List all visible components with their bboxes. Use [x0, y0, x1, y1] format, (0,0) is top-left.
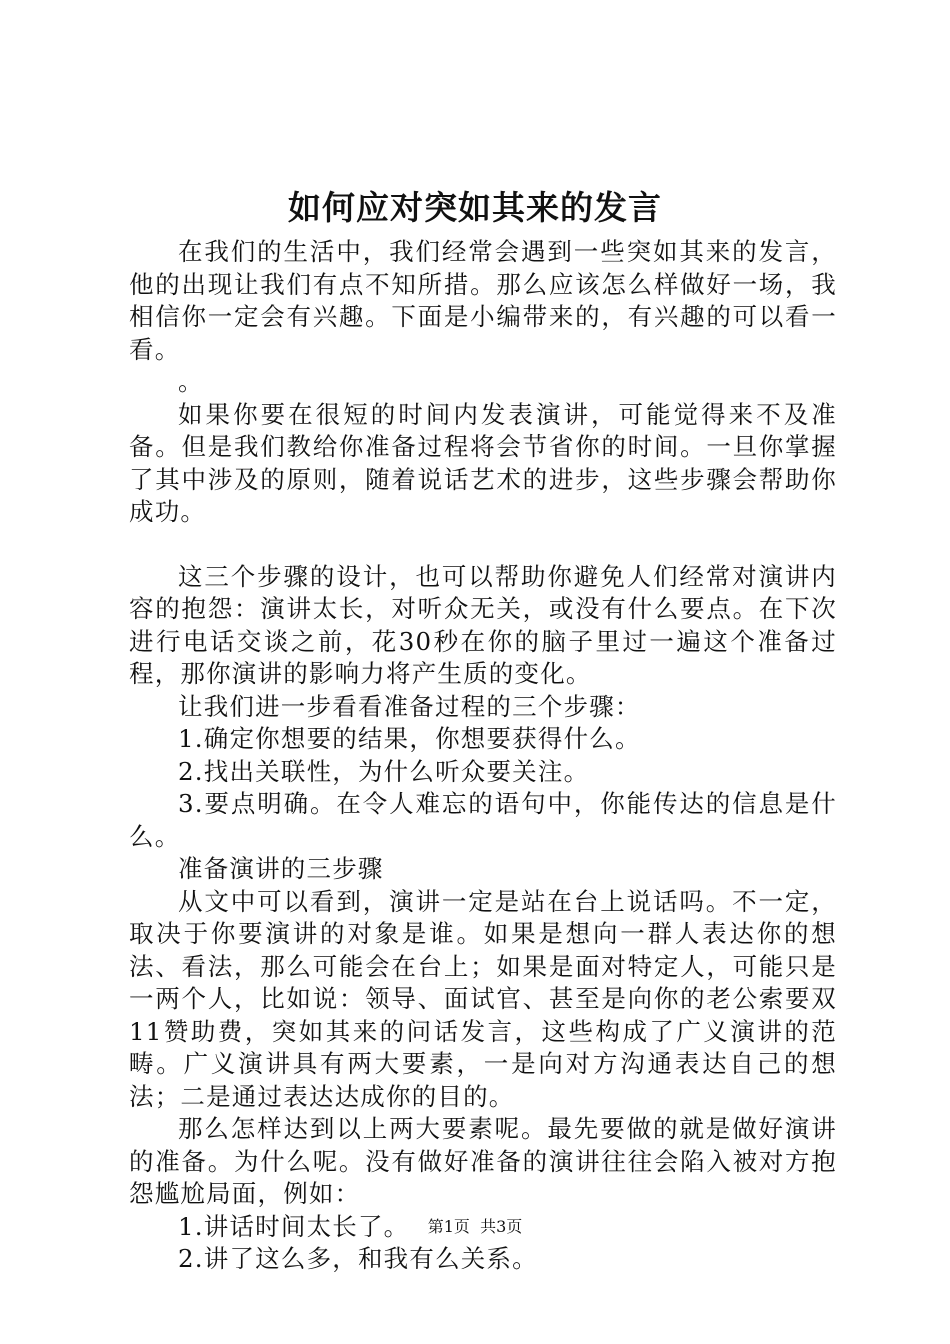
- paragraph-preparation: 如果你要在很短的时间内发表演讲，可能觉得来不及准备。但是我们教给你准备过程将会节省你的时间。一旦你掌握了其中涉及的原则，随着说话艺术的进步，这些步骤会帮助你成功。: [129, 399, 837, 526]
- list-item-complaint-1: 1.讲话时间太长了。: [178, 1211, 410, 1241]
- list-item-step-1: 1.确定你想要的结果，你想要获得什么。: [178, 724, 641, 753]
- paragraph-broad-speech: 从文中可以看到，演讲一定是站在台上说话吗。不一定，取决于你要演讲的对象是谁。如果是想向一群人表达你的想法、看法，那么可能会在台上；如果是面对特定人，可能只是一两个人，比如说：领导、面试官、甚至是向你的老公索要双11赞助费，突如其来的问话发言，这些构成了广义演讲的范畴。广义演讲具有两大要素，一是向对方沟通表达自己的想法；二是通过表达达成你的目的。: [129, 886, 837, 1111]
- document-title: 如何应对突如其来的发言: [288, 188, 662, 227]
- paragraph-three-steps: 这三个步骤的设计，也可以帮助你避免人们经常对演讲内容的抱怨：演讲太长，对听众无关，或没有什么要点。在下次进行电话交谈之前，花30秒在你的脑子里过一遍这个准备过程，那你演讲的影响力将产生质的变化。: [129, 561, 837, 688]
- section-heading: 准备演讲的三步骤: [178, 854, 384, 883]
- page-number: 第1页: [427, 1217, 470, 1236]
- document-body: [129, 236, 837, 1276]
- paragraph-period: 。: [178, 367, 204, 396]
- paragraph-how-to: 那么怎样达到以上两大要素呢。最先要做的就是做好演讲的准备。为什么呢。没有做好准备的演讲往往会陷入被对方抱怨尴尬局面，例如：: [129, 1114, 837, 1208]
- page-footer: [0, 1216, 950, 1238]
- paragraph-intro: 在我们的生活中，我们经常会遇到一些突如其来的发言，他的出现让我们有点不知所措。那么应该怎么样做好一场，我相信你一定会有兴趣。下面是小编带来的，有兴趣的可以看一看。: [129, 237, 837, 364]
- list-item-step-3: 3.要点明确。在令人难忘的语句中，你能传达的信息是什么。: [129, 789, 837, 851]
- list-item-complaint-2: 2.讲了这么多，和我有么关系。: [178, 1244, 538, 1273]
- page-total: 共3页: [480, 1217, 523, 1236]
- paragraph-steps-lead: 让我们进一步看看准备过程的三个步骤：: [178, 691, 641, 721]
- list-item-step-2: 2.找出关联性，为什么听众要关注。: [178, 756, 590, 786]
